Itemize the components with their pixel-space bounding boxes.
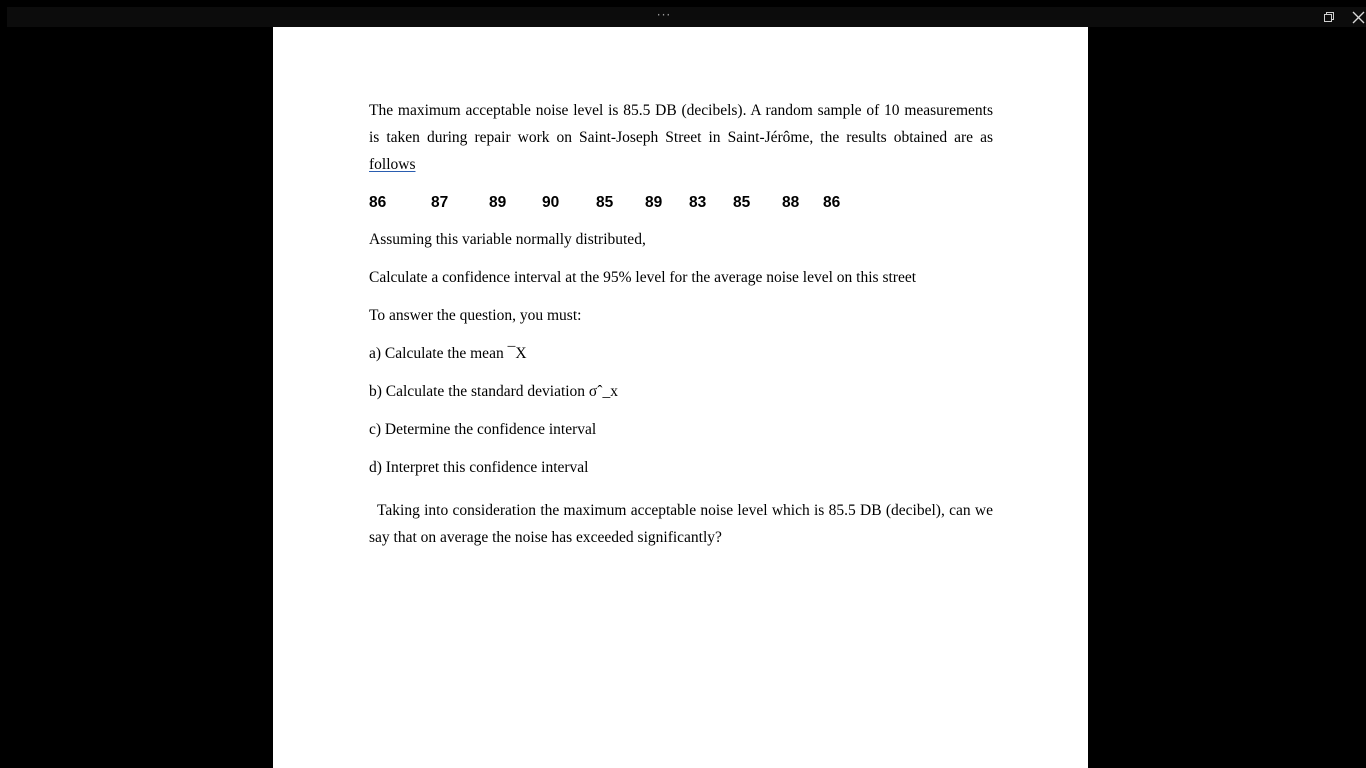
measurement-value: 86 [369, 194, 387, 211]
intro-text: The maximum acceptable noise level is 85.5 DB (decibels). A random sample of 10 measurements is taken during repair work on Saint-Joseph Street in Saint-Jérôme, the results obtained are as [369, 102, 993, 146]
measurement-value: 85 [733, 194, 751, 211]
measurements-row [369, 189, 993, 216]
assumption-text: Assuming this variable normally distributed, [369, 231, 646, 248]
window-title-bar [7, 7, 1366, 27]
measurement-value: 83 [689, 194, 707, 211]
step-b: b) Calculate the standard deviation σˆ_x [369, 383, 618, 400]
measurement-value: 90 [542, 194, 560, 211]
measurement-value: 89 [645, 194, 663, 211]
restore-icon [1323, 11, 1335, 23]
restore-button[interactable] [1317, 7, 1341, 27]
measurement-value: 85 [596, 194, 614, 211]
measurement-value: 87 [431, 194, 449, 211]
step-a: a) Calculate the mean ¯X [369, 345, 527, 362]
final-question: Taking into consideration the maximum acceptable noise level which is 85.5 DB (decibel), can we say that on average the noise has exceeded significantly? [369, 502, 993, 546]
step-d: d) Interpret this confidence interval [369, 459, 589, 476]
document-page [273, 27, 1088, 768]
close-icon [1352, 11, 1365, 24]
intro-link-word: follows [369, 156, 416, 173]
task-text: Calculate a confidence interval at the 95% level for the average noise level on this street [369, 269, 917, 286]
instruction-text: To answer the question, you must: [369, 307, 582, 324]
measurement-value: 86 [823, 194, 841, 211]
measurement-value: 89 [489, 194, 507, 211]
measurement-value: 88 [782, 194, 800, 211]
more-options-button[interactable]: ··· [656, 8, 672, 22]
intro-paragraph [369, 97, 993, 178]
step-c: c) Determine the confidence interval [369, 421, 597, 438]
close-button[interactable] [1346, 7, 1366, 27]
document-content [369, 97, 993, 551]
